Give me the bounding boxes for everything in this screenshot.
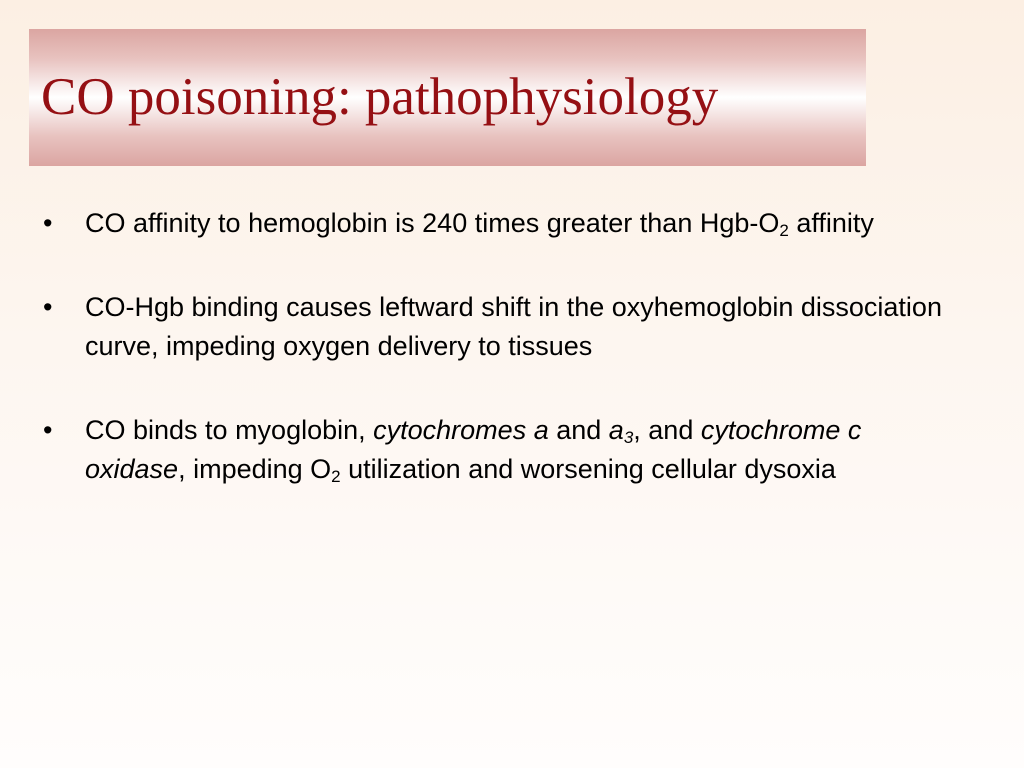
slide-title: CO poisoning: pathophysiology [41, 68, 719, 126]
subscript: 2 [779, 221, 789, 240]
italic-subscript: 3 [623, 428, 634, 447]
bullet-text: , impeding O [178, 454, 332, 484]
bullet-text: CO binds to myoglobin, [85, 415, 374, 445]
bullet-text: CO affinity to hemoglobin is 240 times greater than Hgb-O [85, 208, 780, 238]
bullet-text: affinity [788, 208, 874, 238]
bullet-text: CO-Hgb binding causes leftward shift in the oxyhemoglobin dissociation curve, impeding oxygen delivery to tissues [85, 292, 942, 361]
bullet-item-myoglobin [43, 411, 963, 489]
italic-term: cytochromes a [373, 415, 549, 445]
bullet-list [43, 204, 963, 534]
bullet-icon: • [43, 208, 53, 238]
subscript: 2 [331, 467, 341, 486]
italic-term: cytochrome c oxidase [85, 415, 862, 484]
bullet-text: and [548, 415, 609, 445]
bullet-icon: • [43, 415, 53, 445]
italic-term: a [608, 415, 624, 445]
bullet-item-leftward-shift [43, 288, 963, 366]
bullet-icon: • [43, 292, 53, 322]
bullet-text: , and [633, 415, 701, 445]
subscript-italic [624, 428, 633, 447]
title-banner [29, 29, 866, 166]
bullet-item-affinity [43, 204, 963, 243]
bullet-text: utilization and worsening cellular dysoxia [340, 454, 836, 484]
